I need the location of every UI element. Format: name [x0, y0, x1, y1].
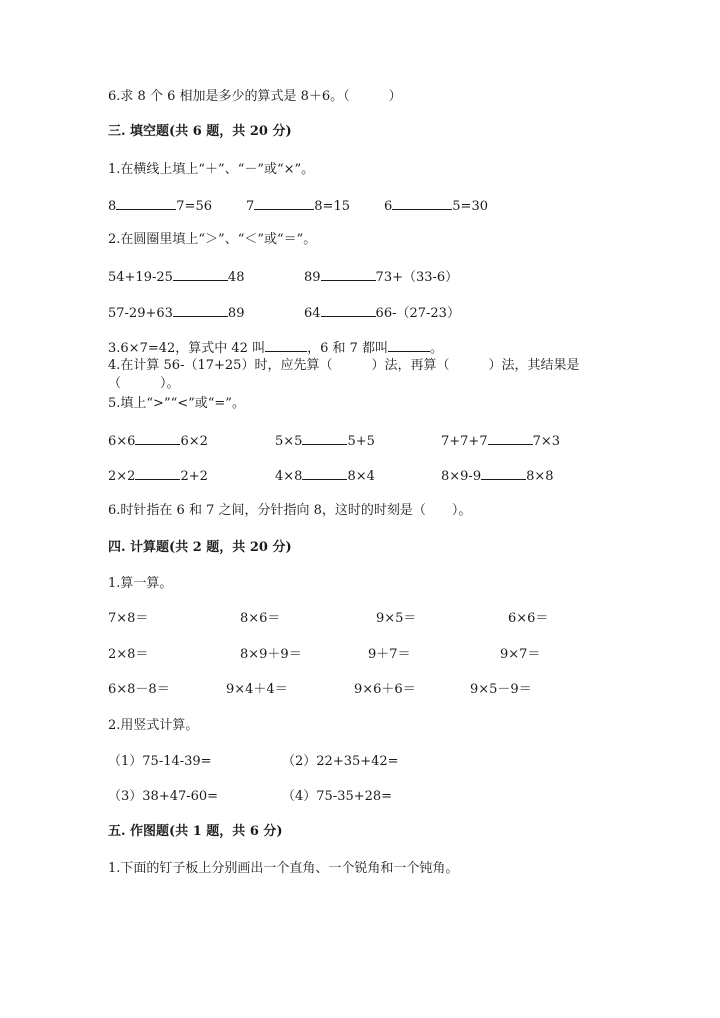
- expression: 7+7+7: [441, 434, 488, 449]
- calc-item: 6×6＝: [508, 611, 549, 626]
- answer-blank[interactable]: [116, 197, 176, 210]
- answer-blank[interactable]: [173, 268, 228, 281]
- calc-item: 9×7＝: [500, 647, 541, 662]
- calc-item: 9×6＋6＝: [354, 682, 416, 697]
- expression: 4×8: [275, 469, 303, 484]
- q3: [108, 339, 443, 357]
- q3-text: 。: [430, 341, 444, 356]
- calc-item: 9×4＋4＝: [226, 682, 288, 697]
- calc-item: 9＋7＝: [368, 647, 411, 662]
- answer-blank[interactable]: [254, 197, 314, 210]
- expression: 8×9-9: [441, 469, 482, 484]
- judge-question-6: 6.求 8 个 6 相加是多少的算式是 8＋6。（ ）: [108, 89, 402, 104]
- expression: 64: [304, 306, 321, 321]
- vertical-calc-item: （3）38+47-60=: [108, 789, 219, 804]
- calc-item: 9×5－9＝: [470, 682, 532, 697]
- operand: 8: [108, 199, 117, 214]
- answer-blank[interactable]: [302, 432, 347, 445]
- expression: 7×3: [532, 434, 561, 449]
- answer-blank[interactable]: [388, 339, 430, 352]
- q5-item-1: [108, 432, 208, 450]
- section-4-title: 四. 计算题(共 2 题，共 20 分): [108, 540, 292, 555]
- expression: 5+5: [347, 434, 375, 449]
- draw-question-1: 1.下面的钉子板上分别画出一个直角、一个锐角和一个钝角。: [108, 861, 459, 876]
- answer-blank[interactable]: [321, 268, 376, 281]
- expression: 6×6: [108, 434, 136, 449]
- calc-item: 8×6＝: [240, 611, 281, 626]
- operand: 8=15: [314, 199, 350, 214]
- section-5-title: 五. 作图题(共 1 题，共 6 分): [108, 824, 283, 839]
- q2-item-1: [108, 268, 244, 286]
- q2-item-3: [108, 304, 244, 322]
- q5-item-5: [275, 467, 375, 485]
- q5-prompt: 5.填上“>”“<”或“=”。: [108, 396, 245, 411]
- q3-text: 3.6×7=42，算式中 42 叫: [108, 341, 266, 356]
- answer-blank[interactable]: [173, 304, 228, 317]
- expression: 66-（27-23）: [375, 306, 460, 321]
- operand: 5=30: [452, 199, 488, 214]
- calc-item: 7×8＝: [108, 611, 149, 626]
- expression: 57-29+63: [108, 306, 173, 321]
- q3-text: ，6 和 7 都叫: [307, 341, 389, 356]
- expression: 73+（33-6）: [375, 270, 459, 285]
- q1-item-2: [246, 197, 350, 215]
- expression: 5×5: [275, 434, 303, 449]
- expression: 2+2: [180, 469, 208, 484]
- vertical-calc-item: （4）75-35+28=: [282, 789, 393, 804]
- answer-blank[interactable]: [481, 467, 526, 480]
- q4-line-1: 4.在计算 56-（17+25）时，应先算（ ）法，再算（ ）法，其结果是: [108, 358, 580, 373]
- calc-item: 2×8＝: [108, 647, 149, 662]
- answer-blank[interactable]: [265, 339, 307, 352]
- expression: 6×2: [180, 434, 208, 449]
- expression: 89: [304, 270, 321, 285]
- q1-prompt: 1.在横线上填上“＋”、“－”或“×”。: [108, 162, 315, 177]
- expression: 48: [227, 270, 245, 285]
- expression: 8×8: [526, 469, 554, 484]
- calc-item: 6×8－8＝: [108, 682, 170, 697]
- q2-item-2: [304, 268, 458, 286]
- calc-item: 9×5＝: [376, 611, 417, 626]
- q5-item-2: [275, 432, 375, 450]
- q2-prompt: 2.在圆圈里填上“＞”、“＜”或“＝”。: [108, 232, 317, 247]
- answer-blank[interactable]: [302, 467, 347, 480]
- expression: 89: [227, 306, 245, 321]
- q5-item-6: [441, 467, 554, 485]
- expression: 8×4: [347, 469, 375, 484]
- q6: 6.时针指在 6 和 7 之间，分针指向 8，这时的时刻是（ ）。: [108, 503, 472, 518]
- answer-blank[interactable]: [321, 304, 376, 317]
- q5-item-3: [441, 432, 560, 450]
- expression: 54+19-25: [108, 270, 173, 285]
- calc-item: 8×9＋9＝: [240, 647, 302, 662]
- q5-item-4: [108, 467, 208, 485]
- section-3-title: 三. 填空题(共 6 题，共 20 分): [108, 124, 292, 139]
- answer-blank[interactable]: [488, 432, 533, 445]
- answer-blank[interactable]: [135, 467, 180, 480]
- calc1-prompt: 1.算一算。: [108, 576, 173, 591]
- q1-item-1: [108, 197, 212, 215]
- vertical-calc-item: （1）75-14-39=: [108, 754, 212, 769]
- calc2-prompt: 2.用竖式计算。: [108, 718, 199, 733]
- answer-blank[interactable]: [135, 432, 180, 445]
- q1-item-3: [384, 197, 488, 215]
- operand: 6: [384, 199, 393, 214]
- expression: 2×2: [108, 469, 136, 484]
- operand: 7=56: [176, 199, 212, 214]
- q4-line-2: （ ）。: [108, 376, 180, 391]
- q2-item-4: [304, 304, 460, 322]
- vertical-calc-item: （2）22+35+42=: [282, 754, 399, 769]
- answer-blank[interactable]: [392, 197, 452, 210]
- operand: 7: [246, 199, 255, 214]
